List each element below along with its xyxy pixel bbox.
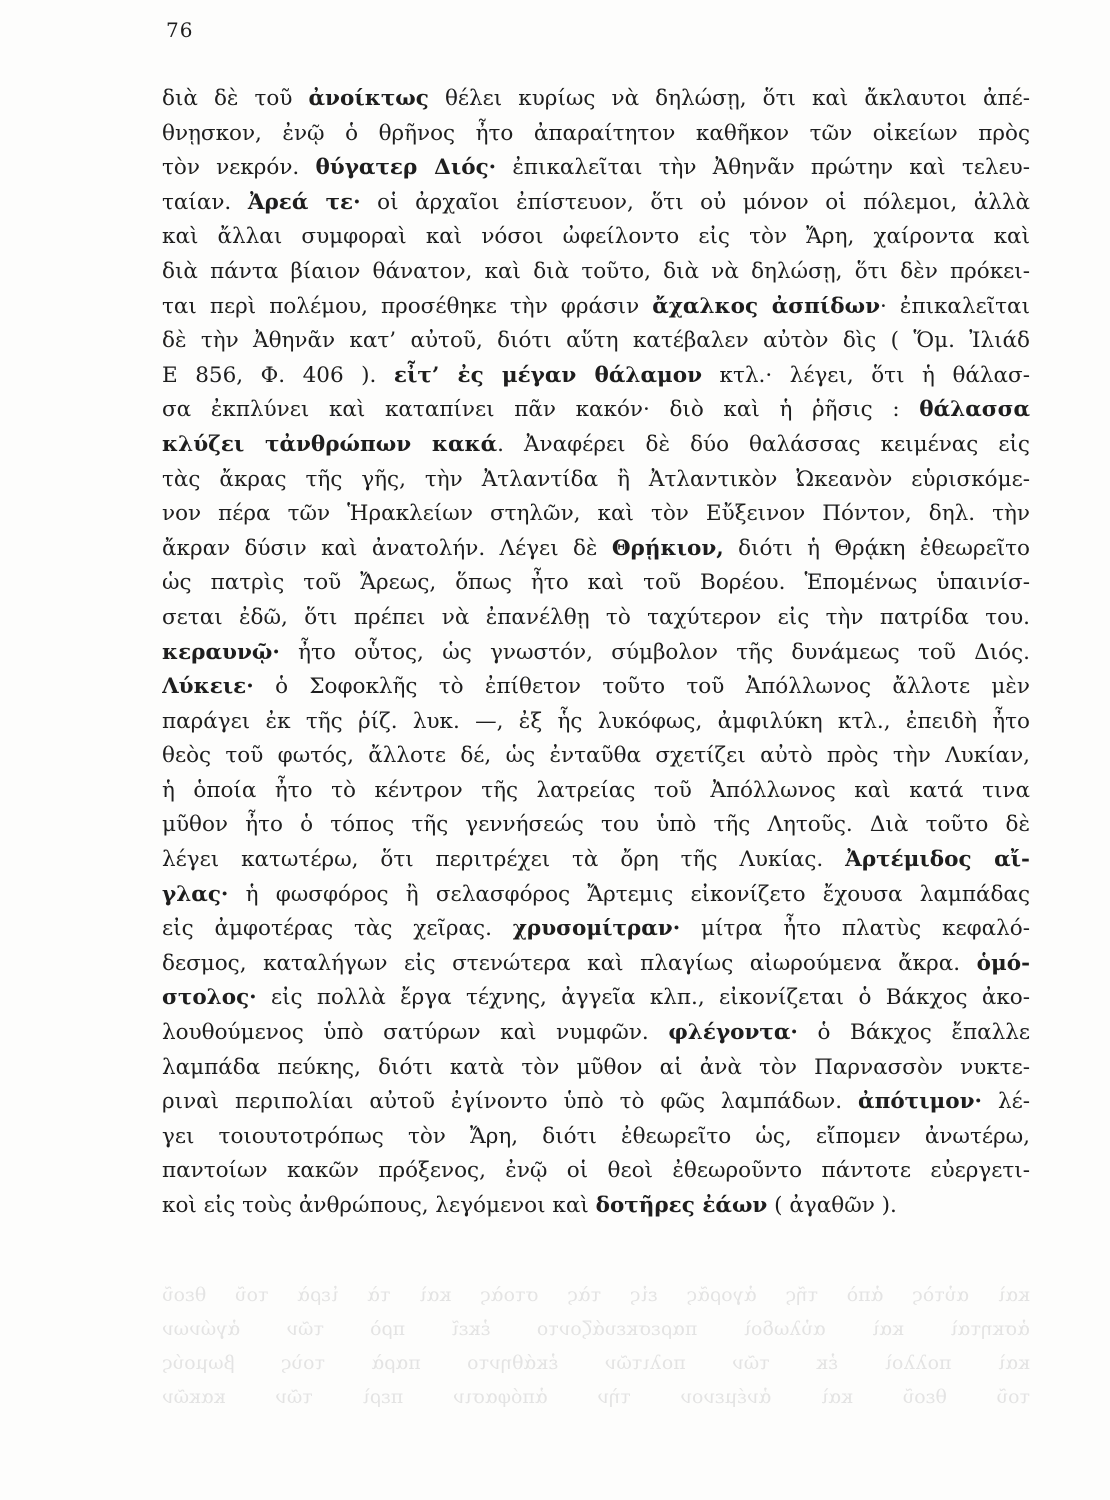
bleed-through-text [162, 1278, 1030, 1414]
bold-lemma: κλύζει τἀνθρώπων κακά [162, 431, 498, 457]
text-segment: εἰς πολλὰ ἔργα τέχνης, ἀγγεῖα κλπ., εἰκονίζεται ὁ Βάκχος ἀκο- [256, 985, 1030, 1011]
text-line [162, 739, 1030, 774]
text-segment: νον πέρα τῶν Ἡρακλείων στηλῶν, καὶ τὸν Εὔξεινον Πόντον, δηλ. τὴν [162, 501, 1030, 527]
text-segment: γει τοιουτοτρόπως τὸν Ἄρη, διότι ἐθεωρεῖτο ὡς, εἴπομεν ἀνωτέρω, [162, 1123, 1030, 1149]
text-line [162, 1085, 1030, 1120]
bold-lemma: ὁμό- [976, 950, 1030, 976]
commentary-text [162, 82, 1030, 1224]
text-line [162, 601, 1030, 636]
text-line [162, 566, 1030, 601]
text-segment: παντοίων κακῶν πρόξενος, ἐνῷ οἱ θεοὶ ἐθεωροῦντο πάντοτε εὐεργετι- [162, 1158, 1030, 1184]
bold-lemma: Λύκειε· [162, 674, 254, 700]
text-line [162, 636, 1030, 671]
text-segment: ριναὶ περιπολίαι αὐτοῦ ἐγίνοντο ὑπὸ τὸ φῶς λαμπάδων. [162, 1089, 859, 1115]
bold-lemma: Ἀρτέμιδος αἴ- [845, 847, 1030, 873]
text-line [162, 428, 1030, 463]
text-segment: παράγει ἐκ τῆς ῥίζ. λυκ. —, ἐξ ἧς λυκόφως, ἀμφιλύκη κτλ., ἐπειδὴ ἦτο [162, 708, 1030, 734]
text-line [162, 774, 1030, 809]
text-line [162, 497, 1030, 532]
bleed-line: καὶ πολλοὶ ἐκ τῶν πολιτῶν ἐκάθηντο παρὰ τοὺς βωμούς [162, 1352, 1030, 1374]
text-segment: ὁ Σοφοκλῆς τὸ ἐπίθετον τοῦτο τοῦ Ἀπόλλωνος ἄλλοτε μὲν [253, 674, 1030, 700]
text-segment: θεὸς τοῦ φωτός, ἄλλοτε δέ, ὡς ἐνταῦθα σχετίζει αὐτὸ πρὸς τὴν Λυκίαν, [162, 743, 1030, 769]
text-segment: ( ἀγαθῶν ). [767, 1193, 897, 1218]
text-segment: σεται ἐδῶ, ὅτι πρέπει νὰ ἐπανέλθῃ τὸ ταχύτερον εἰς τὴν πατρίδα του. [162, 604, 1030, 630]
bold-lemma: θάλασσα [919, 397, 1030, 423]
text-segment: ὁ Βάκχος ἔπαλλε [797, 1020, 1030, 1046]
text-line [162, 705, 1030, 740]
text-line [162, 82, 1030, 117]
text-line [162, 186, 1030, 221]
text-segment: διὰ πάντα βίαιον θάνατον, καὶ διὰ τοῦτο, διὰ νὰ δηλώσῃ, ὅτι δὲν πρόκει- [162, 258, 1030, 284]
text-segment: ἄκραν δύσιν καὶ ἀνατολήν. Λέγει δὲ [162, 535, 612, 561]
bold-lemma: χρυσομίτραν· [512, 916, 681, 942]
text-segment: · ἐπικαλεῖται [880, 293, 1030, 319]
text-line [162, 1120, 1030, 1155]
text-line [162, 463, 1030, 498]
text-segment: λουθούμενος ὑπὸ σατύρων καὶ νυμφῶν. [162, 1020, 669, 1046]
bleed-line: καὶ αὐτὸς ἀπὸ τῆς ἀγορᾶς εἰς τὰς στοὰς καὶ τὰ ἱερὰ τοῦ θεοῦ [162, 1284, 1030, 1306]
text-segment: ἦτο οὗτος, ὡς γνωστόν, σύμβολον τῆς δυνάμεως τοῦ Διός. [279, 639, 1030, 665]
text-segment: ἡ ὁποία ἦτο τὸ κέντρον τῆς λατρείας τοῦ Ἀπόλλωνος καὶ κατά τινα [162, 777, 1030, 803]
text-line [162, 151, 1030, 186]
text-line [162, 1016, 1030, 1051]
bold-lemma: ἀπότιμον· [858, 1089, 983, 1115]
text-segment: ἐπικαλεῖται τὴν Ἀθηνᾶν πρώτην καὶ τελευ- [496, 155, 1030, 181]
text-segment: δεσμος, καταλήγων εἰς στενώτερα καὶ πλαγίως αἰωρούμενα ἄκρα. [162, 950, 977, 976]
text-segment: λέ- [982, 1089, 1030, 1115]
text-line [162, 947, 1030, 982]
text-segment: εἰς ἀμφοτέρας τὰς χεῖρας. [162, 916, 513, 942]
bleed-line: ἀσκηταὶ καὶ αὐλωδοὶ παρεσκευάζοντο ἐκεῖ πρὸ τῶν ἀγώνων [162, 1318, 1030, 1340]
text-line [162, 220, 1030, 255]
text-line [162, 981, 1030, 1016]
text-segment: θνῃσκον, ἐνῷ ὁ θρῆνος ἦτο ἀπαραίτητον καθῆκον τῶν οἰκείων πρὸς [162, 120, 1030, 146]
bold-lemma: φλέγοντα· [668, 1020, 798, 1046]
text-segment: ται περὶ πολέμου, προσέθηκε τὴν φράσιν [162, 293, 653, 319]
text-segment: μῦθον ἦτο ὁ τόπος τῆς γεννήσεώς του ὑπὸ τῆς Λητοῦς. Διὰ τοῦτο δὲ [162, 812, 1030, 838]
text-segment: θέλει κυρίως νὰ δηλώσῃ, ὅτι καὶ ἄκλαυτοι ἀπέ- [428, 86, 1030, 111]
text-segment: μίτρα ἦτο πλατὺς κεφαλό- [680, 916, 1030, 942]
text-segment: Ε 856, Φ. 406 ). [162, 362, 394, 388]
text-segment: τὸν νεκρόν. [162, 155, 316, 181]
bold-lemma: Θρῄκιον, [611, 535, 724, 561]
text-segment: λέγει κατωτέρω, ὅτι περιτρέχει τὰ ὄρη τῆς Λυκίας. [162, 847, 846, 873]
text-segment: σα ἐκπλύνει καὶ καταπίνει πᾶν κακόν· διὸ καὶ ἡ ῥῆσις : [162, 397, 920, 423]
text-segment: οἱ ἀρχαῖοι ἐπίστευον, ὅτι οὐ μόνον οἱ πόλεμοι, ἀλλὰ [360, 189, 1030, 215]
bold-lemma: γλας· [162, 881, 229, 907]
bold-lemma: στολος· [162, 985, 257, 1011]
text-line [162, 670, 1030, 705]
text-line [162, 290, 1030, 325]
text-segment: ἡ φωσφόρος ἢ σελασφόρος Ἄρτεμις εἰκονίζετο ἔχουσα λαμπάδας [228, 881, 1030, 907]
text-segment: κτλ.· λέγει, ὅτι ἡ θάλασ- [702, 362, 1030, 388]
text-line [162, 359, 1030, 394]
text-line [162, 1051, 1030, 1086]
text-segment: καὶ ἄλλαι συμφοραὶ καὶ νόσοι ὠφείλοντο εἰς τὸν Ἄρη, χαίροντα καὶ [162, 224, 1030, 250]
text-line [162, 1154, 1030, 1189]
bold-lemma: δοτῆρες ἐάων [595, 1193, 768, 1218]
bleed-line: τοῦ θεοῦ καὶ ἀνέμενον τὴν ἀπόφασιν περὶ τῶν κακῶν [162, 1386, 1030, 1408]
text-segment: λαμπάδα πεύκης, διότι κατὰ τὸν μῦθον αἱ ἀνὰ τὸν Παρνασσὸν νυκτε- [162, 1054, 1030, 1080]
text-line [162, 1189, 1030, 1224]
text-segment: κοὶ εἰς τοὺς ἀνθρώπους, λεγόμενοι καὶ [162, 1193, 596, 1218]
text-segment: δὲ τὴν Ἀθηνᾶν κατ’ αὐτοῦ, διότι αὕτη κατέβαλεν αὐτὸν δὶς ( Ὅμ. Ἰλιάδ [162, 328, 1030, 354]
text-line [162, 532, 1030, 567]
text-segment: διότι ἡ Θρᾴκη ἐθεωρεῖτο [723, 535, 1030, 561]
bold-lemma: κεραυνῷ· [162, 639, 280, 665]
bold-lemma: Ἀρεά τε· [247, 189, 361, 215]
bold-lemma: θύγατερ Διός· [315, 155, 497, 181]
text-line [162, 393, 1030, 428]
bold-lemma: ἄχαλκος ἀσπίδων [652, 293, 881, 319]
text-line [162, 117, 1030, 152]
text-line [162, 912, 1030, 947]
text-line [162, 808, 1030, 843]
text-line [162, 843, 1030, 878]
text-segment: ταίαν. [162, 189, 248, 215]
bold-lemma: εἶτ’ ἐς μέγαν θάλαμον [393, 362, 703, 388]
text-segment: τὰς ἄκρας τῆς γῆς, τὴν Ἀτλαντίδα ἢ Ἀτλαντικὸν Ὠκεανὸν εὑρισκόμε- [162, 466, 1030, 492]
text-line [162, 878, 1030, 913]
text-line [162, 255, 1030, 290]
text-segment: ὡς πατρὶς τοῦ Ἄρεως, ὅπως ἦτο καὶ τοῦ Βορέου. Ἑπομένως ὑπαινίσ- [162, 570, 1030, 596]
text-segment: διὰ δὲ τοῦ [162, 86, 309, 111]
text-line [162, 324, 1030, 359]
text-segment: . Ἀναφέρει δὲ δύο θαλάσσας κειμένας εἰς [497, 431, 1030, 457]
page-number: 76 [166, 18, 194, 42]
bold-lemma: ἀνοίκτως [308, 86, 429, 111]
